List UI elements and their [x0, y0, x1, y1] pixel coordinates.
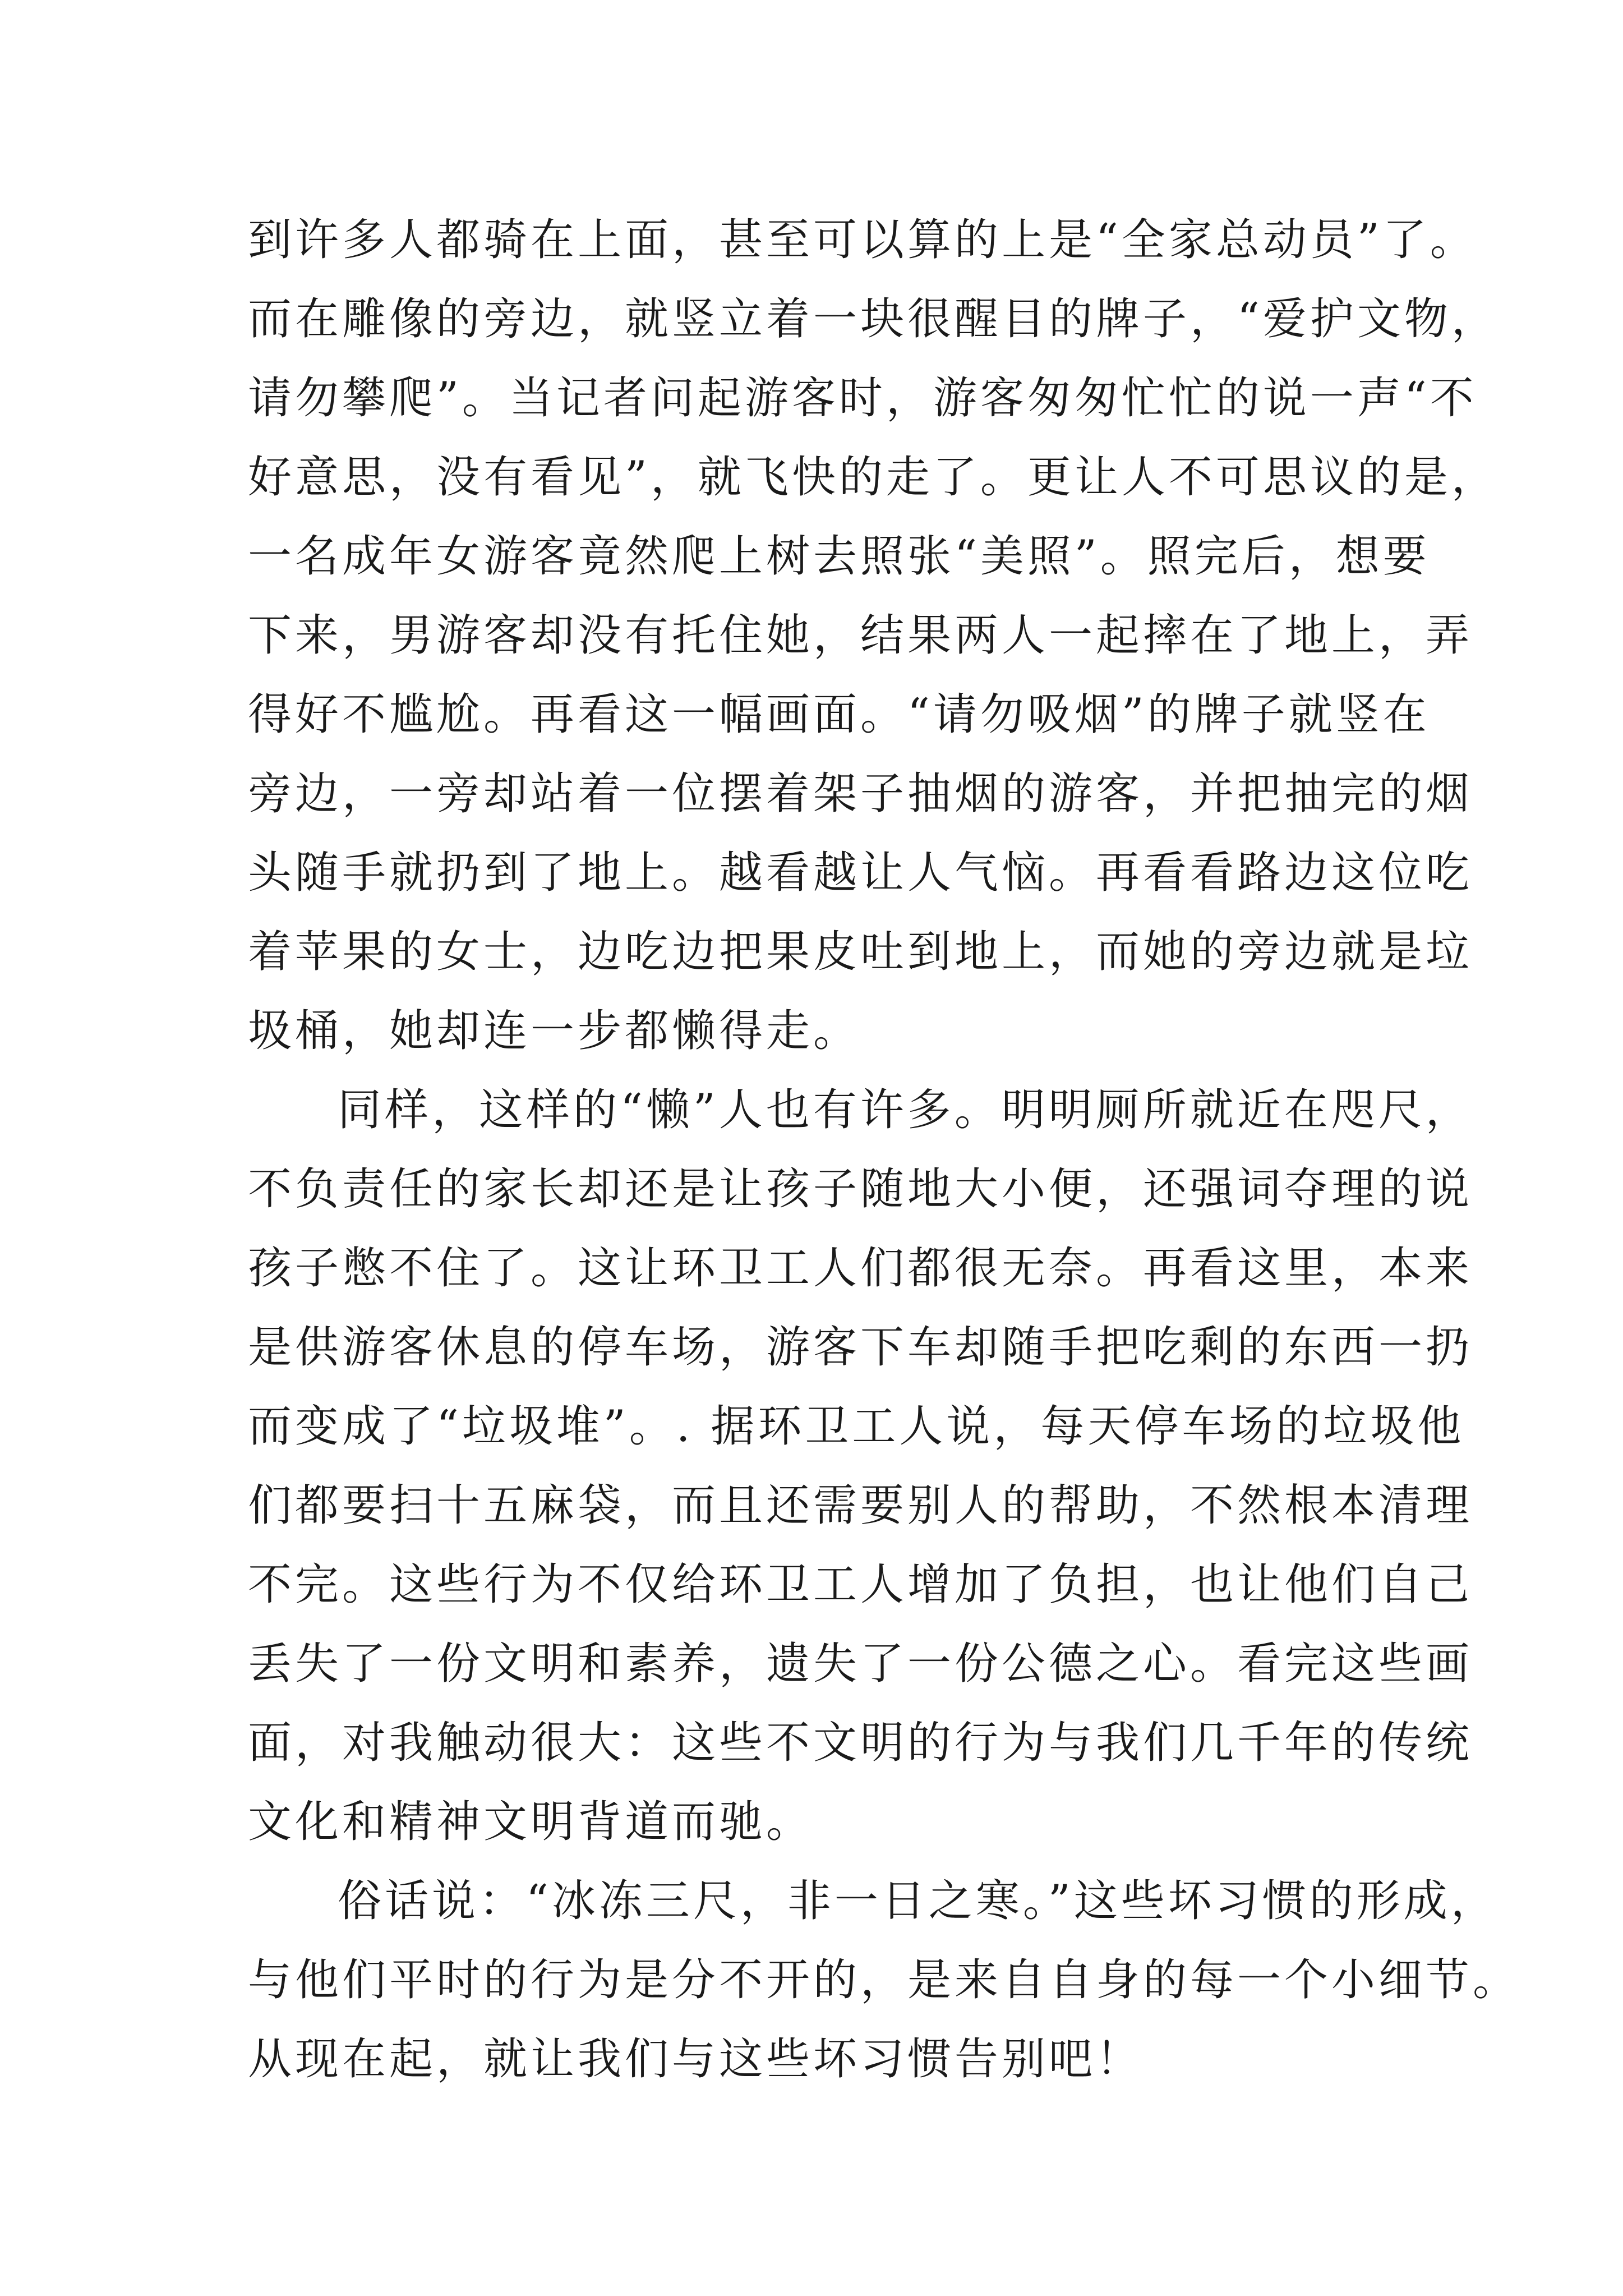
body-text	[248, 201, 1520, 2099]
text-line: 丢失了一份文明和素养，遗失了一份公德之心。看完这些画	[248, 1639, 1473, 1689]
text-line: 与他们平时的行为是分不开的，是来自自身的每一个小细节。	[248, 1955, 1520, 2005]
text-line: 是供游客休息的停车场，游客下车却随手把吃剩的东西一扔	[248, 1322, 1473, 1373]
text-line: 而变成了“垃圾堆”。. 据环卫工人说，每天停车场的垃圾他	[248, 1401, 1465, 1452]
text-line: 文化和精神文明背道而驰。	[248, 1797, 814, 1847]
paragraph-3	[248, 1862, 1520, 2099]
text-line: 俗话说：“冰冻三尺，非一日之寒。”这些坏习惯的形成，	[338, 1876, 1498, 1926]
paragraph-2	[248, 1071, 1473, 1862]
text-line: 而在雕像的旁边，就竖立着一块很醒目的牌子，“爱护文物，	[248, 294, 1498, 344]
text-line: 请勿攀爬”。当记者问起游客时，游客匆匆忙忙的说一声“不	[248, 373, 1477, 424]
text-line: 面，对我触动很大：这些不文明的行为与我们几千年的传统	[248, 1718, 1473, 1768]
text-line: 从现在起，就让我们与这些坏习惯告别吧！	[248, 2034, 1144, 2085]
text-line: 好意思，没有看见”，就飞快的走了。更让人不可思议的是，	[248, 452, 1498, 503]
text-line: 同样，这样的“懒”人也有许多。明明厕所就近在咫尺，	[338, 1085, 1473, 1135]
text-line: 旁边，一旁却站着一位摆着架子抽烟的游客，并把抽完的烟	[248, 769, 1473, 819]
text-line: 不完。这些行为不仅给环卫工人增加了负担，也让他们自己	[248, 1559, 1473, 1610]
text-line: 不负责任的家长却还是让孩子随地大小便，还强词夺理的说	[248, 1164, 1473, 1214]
text-line: 下来，男游客却没有托住她，结果两人一起摔在了地上，弄	[248, 610, 1473, 661]
text-line: 着苹果的女士，边吃边把果皮吐到地上，而她的旁边就是垃	[248, 927, 1473, 977]
text-line: 一名成年女游客竟然爬上树去照张“美照”。照完后，想要	[248, 531, 1430, 582]
text-line: 到许多人都骑在上面，甚至可以算的上是“全家总动员”了。	[248, 215, 1477, 265]
text-line: 孩子憋不住了。这让环卫工人们都很无奈。再看这里，本来	[248, 1243, 1473, 1294]
text-line: 头随手就扔到了地上。越看越让人气恼。再看看路边这位吃	[248, 848, 1473, 898]
text-line: 们都要扫十五麻袋，而且还需要别人的帮助，不然根本清理	[248, 1480, 1473, 1531]
text-line: 得好不尴尬。再看这一幅画面。“请勿吸烟”的牌子就竖在	[248, 689, 1430, 740]
text-line: 圾桶，她却连一步都懒得走。	[248, 1006, 861, 1056]
paragraph-1	[248, 201, 1498, 1071]
